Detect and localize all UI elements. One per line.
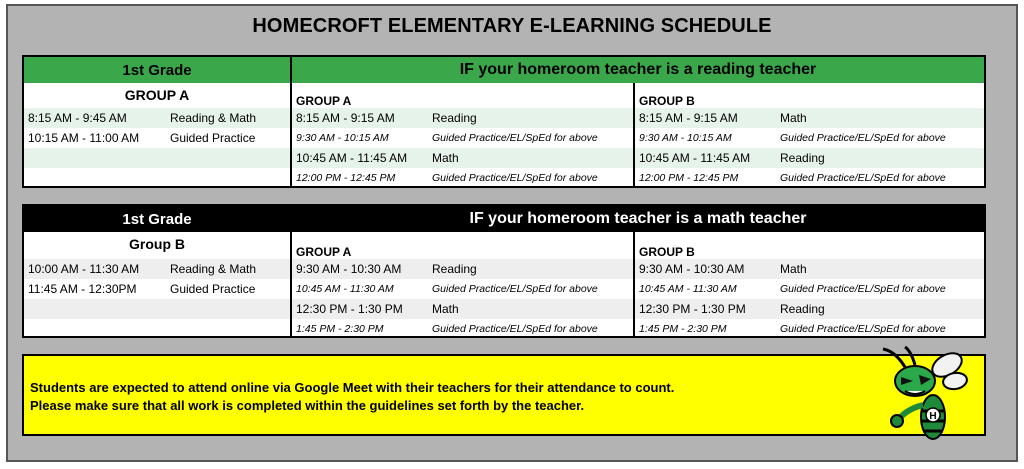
table-row xyxy=(24,299,290,319)
table-row xyxy=(24,108,290,128)
table-row xyxy=(635,299,984,319)
table-row xyxy=(292,168,633,188)
time-cell: 9:30 AM - 10:30 AM xyxy=(296,262,402,276)
table-row xyxy=(635,108,984,128)
subject-cell: Math xyxy=(432,302,459,316)
grade-header: 1st Grade xyxy=(24,206,290,232)
time-cell: 12:30 PM - 1:30 PM xyxy=(639,302,746,316)
table-row xyxy=(635,168,984,188)
notice-line-2: Please make sure that all work is completed within the guidelines set forth by the teacher. xyxy=(30,398,585,413)
time-cell: 9:30 AM - 10:30 AM xyxy=(639,262,745,276)
subject-cell: Reading & Math xyxy=(170,111,257,125)
table-row xyxy=(635,319,984,338)
subject-cell: Guided Practice/EL/SpEd for above xyxy=(432,132,598,144)
subject-cell: Math xyxy=(780,111,807,125)
time-cell: 8:15 AM - 9:15 AM xyxy=(639,111,738,125)
time-cell: 10:00 AM - 11:30 AM xyxy=(28,262,140,276)
table-row xyxy=(292,128,633,148)
grade-header: 1st Grade xyxy=(24,57,290,83)
left-group-title: GROUP A xyxy=(124,87,190,103)
table-row xyxy=(292,319,633,338)
table-row xyxy=(24,148,290,168)
table-row xyxy=(292,108,633,128)
reading-teacher-panel xyxy=(22,55,986,188)
time-cell: 12:00 PM - 12:45 PM xyxy=(639,172,739,184)
group-a-title: GROUP A xyxy=(296,245,352,259)
attendance-notice xyxy=(22,354,986,436)
subject-cell: Guided Practice/EL/SpEd for above xyxy=(432,172,598,184)
time-cell: 9:30 AM - 10:15 AM xyxy=(296,132,389,144)
math-teacher-panel xyxy=(22,204,986,338)
table-row xyxy=(292,259,633,279)
table-row xyxy=(635,128,984,148)
subject-cell: Guided Practice/EL/SpEd for above xyxy=(432,323,598,335)
subject-cell: Reading xyxy=(780,151,825,165)
table-row xyxy=(635,279,984,299)
time-cell: 12:30 PM - 1:30 PM xyxy=(296,302,403,316)
mascot-letter: H xyxy=(929,411,937,422)
left-group-title: Group B xyxy=(129,236,185,252)
time-cell: 8:15 AM - 9:15 AM xyxy=(296,111,395,125)
table-row xyxy=(24,128,290,148)
table-row xyxy=(24,259,290,279)
table-row xyxy=(292,148,633,168)
hornet-mascot-icon xyxy=(875,345,971,445)
subject-cell: Math xyxy=(432,151,459,165)
time-cell: 10:45 AM - 11:30 AM xyxy=(639,283,737,295)
time-cell: 8:15 AM - 9:45 AM xyxy=(28,111,127,125)
time-cell: 12:00 PM - 12:45 PM xyxy=(296,172,396,184)
time-cell: 1:45 PM - 2:30 PM xyxy=(296,323,384,335)
table-row xyxy=(635,148,984,168)
table-row xyxy=(292,279,633,299)
group-b-title: GROUP B xyxy=(639,94,695,108)
time-cell: 9:30 AM - 10:15 AM xyxy=(639,132,732,144)
table-row xyxy=(292,299,633,319)
subject-cell: Guided Practice/EL/SpEd for above xyxy=(780,132,946,144)
subject-cell: Guided Practice xyxy=(170,131,256,145)
time-cell: 10:45 AM - 11:30 AM xyxy=(296,283,394,295)
time-cell: 10:15 AM - 11:00 AM xyxy=(28,131,140,145)
teacher-type-header: IF your homeroom teacher is a math teacher xyxy=(292,206,984,232)
time-cell: 10:45 AM - 11:45 AM xyxy=(639,151,751,165)
table-row xyxy=(24,279,290,299)
time-cell: 10:45 AM - 11:45 AM xyxy=(296,151,408,165)
subject-cell: Reading xyxy=(432,111,477,125)
page-title: HOMECROFT ELEMENTARY E-LEARNING SCHEDULE xyxy=(252,15,772,37)
subject-cell: Math xyxy=(780,262,807,276)
subject-cell: Reading xyxy=(780,302,825,316)
subject-cell: Guided Practice xyxy=(170,282,256,296)
subject-cell: Reading xyxy=(432,262,477,276)
subject-cell: Guided Practice/EL/SpEd for above xyxy=(780,172,946,184)
group-b-title: GROUP B xyxy=(639,245,695,259)
subject-cell: Reading & Math xyxy=(170,262,257,276)
notice-line-1: Students are expected to attend online via Google Meet with their teachers for their attendance to count. xyxy=(30,380,675,395)
subject-cell: Guided Practice/EL/SpEd for above xyxy=(780,283,946,295)
table-row xyxy=(635,259,984,279)
group-a-title: GROUP A xyxy=(296,94,352,108)
teacher-type-header: IF your homeroom teacher is a reading teacher xyxy=(292,57,984,83)
time-cell: 11:45 AM - 12:30PM xyxy=(28,282,137,296)
subject-cell: Guided Practice/EL/SpEd for above xyxy=(432,283,598,295)
subject-cell: Guided Practice/EL/SpEd for above xyxy=(780,323,946,335)
time-cell: 1:45 PM - 2:30 PM xyxy=(639,323,727,335)
